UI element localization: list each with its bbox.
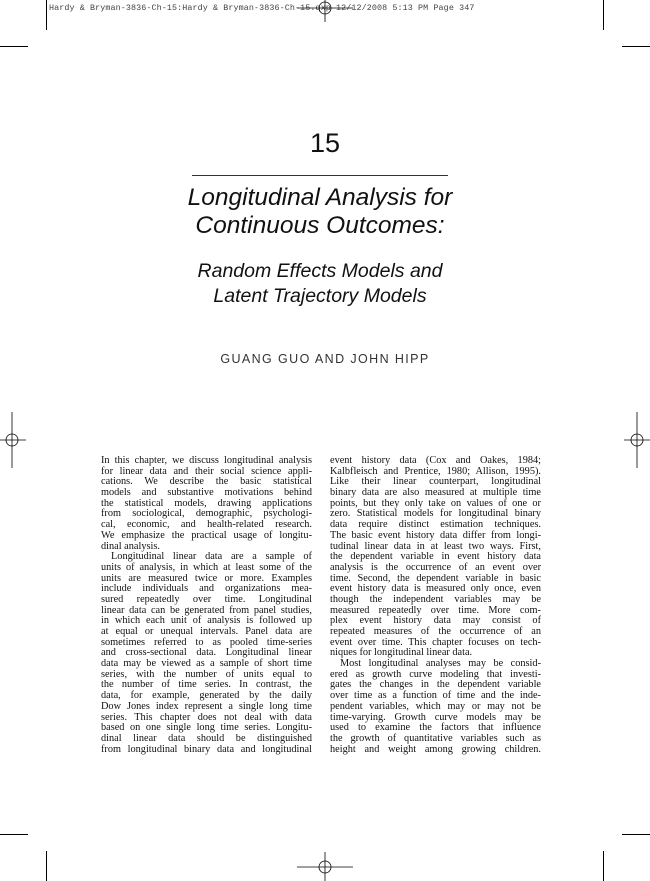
body-text-line: event history data (Cox and Oakes, 1984; — [330, 455, 541, 466]
body-text-line: from sociological, demographic, psychologi- — [101, 508, 312, 520]
body-text-line: points, but they only take on values of one or — [330, 497, 541, 509]
body-text-line: Kalbfleisch and Prentice, 1980; Allison, 1995). — [330, 465, 541, 477]
body-text-line: analysis is the occurrence of an event over — [330, 561, 541, 573]
body-text-line: series. This chapter does not deal with data — [101, 711, 312, 723]
body-text-line: and cross-sectional data. Longitudinal linear — [101, 647, 312, 659]
body-text-line: linear data can be generated from panel studies, — [101, 604, 312, 616]
body-column-left — [101, 456, 312, 755]
body-text-line: event history data is measured only once, even — [330, 583, 541, 595]
body-text-line: time-varying. Growth curve models may be — [330, 711, 541, 723]
crop-mark-top-right-horizontal — [622, 46, 650, 47]
body-text-line: in which each unit of analysis is followed up — [101, 615, 312, 627]
print-slug-header: Hardy & Bryman-3836-Ch-15:Hardy & Bryman-3836-Ch-15.qxp 12/12/2008 5:13 PM Page 347 — [49, 3, 475, 13]
body-text-line: series, with the number of units equal to — [101, 668, 312, 680]
body-text-line: the dependent variable in event history data — [330, 551, 541, 563]
body-text-line: Dow Jones index represent a single long time — [101, 700, 312, 712]
body-text-line: dinal linear data should be distinguished — [101, 732, 312, 744]
body-text-line: the number of time series. In contrast, the — [101, 679, 312, 691]
body-text-line: event over time. This chapter focuses on tech- — [330, 636, 541, 648]
body-text-line: plex event history data may consist of — [330, 615, 541, 627]
body-text-line: used to examine the factors that influence — [330, 722, 541, 734]
crop-mark-bottom-left-horizontal — [0, 834, 28, 835]
body-text-line: Longitudinal linear data are a sample of — [111, 551, 312, 563]
body-text-line: data require distinct estimation techniques. — [330, 519, 541, 531]
body-text-line: at equal or unequal intervals. Panel data are — [101, 626, 312, 637]
body-text-line: models and substantive motivations behind — [101, 487, 312, 499]
body-text-line: units are measured twice or more. Examples — [101, 572, 312, 584]
body-text-line: the statistical models, drawing applications — [101, 497, 312, 509]
body-text-line: sured repeatedly over time. Longitudinal — [101, 593, 312, 605]
chapter-subtitle-line: Latent Trajectory Models — [213, 285, 427, 307]
body-text-line: pendent variables, which may or may not be — [330, 700, 541, 712]
body-text-line: data, for example, generated by the daily — [101, 690, 312, 702]
chapter-title-line: Continuous Outcomes: — [195, 212, 445, 239]
body-text-line: We emphasize the practical usage of longitu- — [101, 529, 312, 541]
crop-mark-bottom-left-vertical — [46, 851, 47, 881]
chapter-number: 15 — [309, 128, 341, 158]
body-text-line: data may be viewed as a sample of short time — [101, 658, 312, 670]
body-text-line: sometimes referred to as pooled time-series — [101, 636, 312, 648]
body-text-line: gates the changes in the dependent variable — [330, 679, 541, 691]
body-text-line: over time as a function of time and the inde- — [330, 690, 541, 702]
registration-mark-right — [624, 412, 650, 468]
body-text-line: based on one single long time series. Longitu- — [101, 722, 312, 734]
body-text-line: In this chapter, we discuss longitudinal analysis — [101, 455, 312, 466]
crop-mark-top-left-horizontal — [0, 46, 28, 47]
body-text-line: repeated measures of the occurrence of an — [330, 626, 541, 637]
body-text-line: cations. We describe the basic statistical — [101, 476, 312, 488]
registration-mark-top — [297, 0, 353, 22]
body-text-line: cal, economic, and health-related research. — [101, 519, 312, 531]
body-text-line: from longitudinal binary data and longitudinal — [101, 743, 312, 755]
body-text-line: height and weight among growing children. — [330, 743, 541, 755]
crop-mark-bottom-right-horizontal — [622, 834, 650, 835]
chapter-title — [120, 184, 520, 240]
body-text-line: Most longitudinal analyses may be consid- — [340, 658, 541, 670]
chapter-subtitle — [120, 259, 520, 309]
body-text-line: ered as growth curve modeling that investi- — [330, 668, 541, 680]
chapter-authors: GUANG GUO AND JOHN HIPP — [220, 352, 430, 366]
chapter-title-line: Longitudinal Analysis for — [187, 184, 453, 211]
body-text-line: for linear data and their social science appli- — [101, 465, 312, 477]
body-text-line: zero. Statistical models for longitudinal binary — [330, 508, 541, 520]
body-text-line: tudinal linear data in at least two ways. First, — [330, 540, 541, 552]
crop-mark-bottom-right-vertical — [603, 851, 604, 881]
body-text-line: niques for longitudinal linear data. — [330, 647, 473, 659]
title-rule — [192, 175, 448, 176]
body-column-right — [330, 456, 541, 755]
registration-mark-bottom — [297, 852, 353, 881]
registration-mark-left — [0, 412, 26, 468]
body-text-line: time. Second, the dependent variable in basic — [330, 572, 541, 584]
body-text-line: dinal analysis. — [101, 540, 160, 552]
body-text-line: measured repeatedly over time. More com- — [330, 604, 541, 616]
crop-mark-top-left-vertical — [46, 0, 47, 30]
body-text-line: The basic event history data differ from longi- — [330, 529, 541, 541]
body-text-line: units of analysis, in which at least some of the — [101, 561, 312, 573]
body-text-line: binary data are also measured at multiple time — [330, 487, 541, 499]
body-text-line: though the independent variables may be — [330, 593, 541, 605]
chapter-subtitle-line: Random Effects Models and — [197, 260, 443, 282]
body-text-line: include individuals and organizations mea- — [101, 583, 312, 595]
body-text-line: Like their linear counterpart, longitudinal — [330, 476, 541, 488]
crop-mark-top-right-vertical — [603, 0, 604, 30]
body-text-line: the growth of quantitative variables such as — [330, 732, 541, 744]
